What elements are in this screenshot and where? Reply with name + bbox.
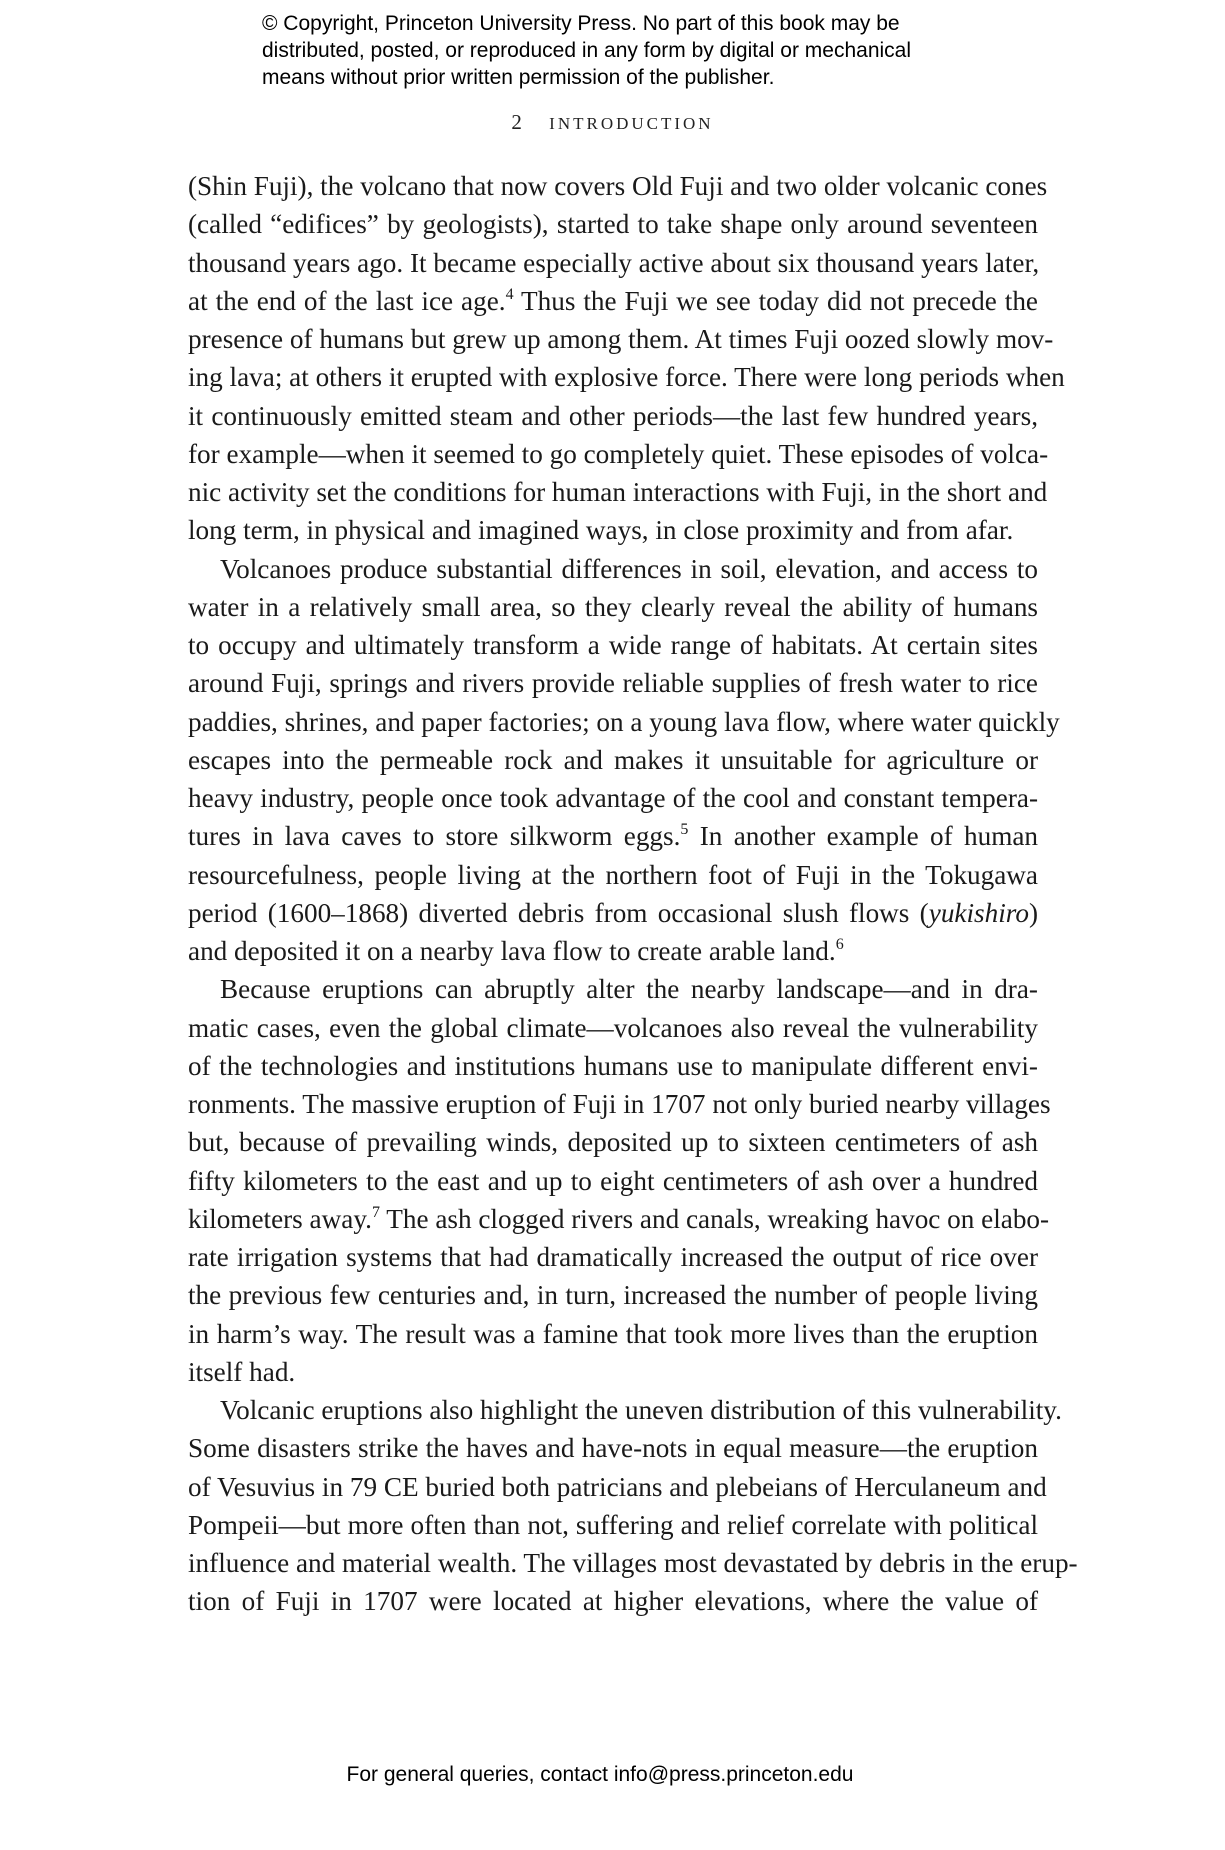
text-line: rate irrigation systems that had dramatically increased the output of rice over bbox=[188, 1242, 1038, 1272]
copyright-line: distributed, posted, or reproduced in any form by digital or mechanical bbox=[262, 39, 912, 62]
copyright-line: © Copyright, Princeton University Press. No part of this book may be bbox=[262, 12, 900, 35]
text-line: itself had. bbox=[188, 1356, 296, 1387]
running-head bbox=[0, 110, 1225, 135]
text-segment: kilometers away. bbox=[188, 1203, 372, 1234]
text-line: Volcanic eruptions also highlight the uneven distribution of this vulnerability. bbox=[220, 1395, 1062, 1425]
contact-footer: For general queries, contact info@press.princeton.edu bbox=[346, 1763, 854, 1786]
text-line: fifty kilometers to the east and up to eight centimeters of ash over a hundred bbox=[188, 1165, 1038, 1196]
text-segment: at the end of the last ice age. bbox=[188, 285, 506, 316]
text-line: thousand years ago. It became especially active about six thousand years later, bbox=[188, 247, 1040, 278]
text-line: but, because of prevailing winds, deposited up to sixteen centimeters of ash bbox=[188, 1127, 1038, 1158]
text-line: tion of Fuji in 1707 were located at higher elevations, where the value of bbox=[188, 1586, 1038, 1617]
text-line: it continuously emitted steam and other periods—the last few hundred years, bbox=[188, 400, 1038, 431]
footnote-ref: 5 bbox=[680, 821, 689, 839]
text-line: nic activity set the conditions for human interactions with Fuji, in the short and bbox=[188, 477, 1048, 507]
text-segment: tures in lava caves to store silkworm eggs. bbox=[188, 821, 681, 852]
text-line: resourcefulness, people living at the northern foot of Fuji in the Tokugawa bbox=[188, 859, 1038, 890]
text-line: water in a relatively small area, so they clearly reveal the ability of humans bbox=[188, 591, 1038, 622]
text-line: the previous few centuries and, in turn, increased the number of people living bbox=[188, 1280, 1038, 1311]
text-line: of the technologies and institutions humans use to manipulate different envi- bbox=[188, 1050, 1038, 1081]
text-line bbox=[188, 1200, 1050, 1238]
text-line bbox=[188, 817, 1038, 855]
text-line bbox=[188, 894, 1038, 932]
text-line: Some disasters strike the haves and have-nots in equal measure—the eruption bbox=[188, 1433, 1038, 1464]
running-title: INTRODUCTION bbox=[549, 114, 714, 133]
text-segment: period (1600–1868) diverted debris from occasional slush flows ( bbox=[188, 897, 929, 928]
page-number: 2 bbox=[511, 110, 522, 134]
text-line: ronments. The massive eruption of Fuji in 1707 not only buried nearby villages bbox=[188, 1089, 1051, 1119]
text-segment: The ash clogged rivers and canals, wreaking havoc on elabo- bbox=[386, 1203, 1050, 1234]
text-line bbox=[188, 282, 1038, 320]
text-line: (Shin Fuji), the volcano that now covers Old Fuji and two older volcanic cones bbox=[188, 171, 1048, 201]
text-line: to occupy and ultimately transform a wide range of habitats. At certain sites bbox=[188, 630, 1038, 660]
footnote-ref: 6 bbox=[835, 936, 844, 953]
text-segment: In another example of human bbox=[699, 821, 1039, 852]
text-line: Because eruptions can abruptly alter the nearby landscape—and in dra- bbox=[220, 974, 1038, 1005]
footnote-ref: 4 bbox=[505, 285, 514, 303]
text-line: Volcanoes produce substantial differences in soil, elevation, and access to bbox=[220, 553, 1038, 584]
text-line: escapes into the permeable rock and makes it unsuitable for agriculture or bbox=[188, 744, 1038, 775]
text-line: for example—when it seemed to go completely quiet. These episodes of volca- bbox=[188, 438, 1049, 469]
text-line: long term, in physical and imagined ways, in close proximity and from afar. bbox=[188, 515, 1014, 546]
italic-term: yukishiro bbox=[928, 897, 1029, 928]
text-line: Pompeii—but more often than not, suffering and relief correlate with political bbox=[188, 1509, 1038, 1540]
text-segment: ) bbox=[1028, 897, 1038, 928]
text-line: (called “edifices” by geologists), started to take shape only around seventeen bbox=[188, 209, 1038, 240]
text-line bbox=[188, 932, 1038, 970]
text-line: influence and material wealth. The villages most devastated by debris in the erup- bbox=[188, 1548, 1078, 1578]
text-line: paddies, shrines, and paper factories; on a young lava flow, where water quickly bbox=[188, 706, 1060, 737]
text-line: presence of humans but grew up among them. At times Fuji oozed slowly mov- bbox=[188, 324, 1054, 354]
copyright-notice bbox=[262, 10, 982, 91]
text-line: heavy industry, people once took advantage of the cool and constant tempera- bbox=[188, 783, 1038, 813]
text-line: matic cases, even the global climate—volcanoes also reveal the vulnerability bbox=[188, 1012, 1038, 1043]
text-line: ing lava; at others it erupted with explosive force. There were long periods when bbox=[188, 362, 1065, 393]
text-segment: and deposited it on a nearby lava flow to create arable land. bbox=[188, 936, 836, 966]
text-line: of Vesuvius in 79 CE buried both patricians and plebeians of Herculaneum and bbox=[188, 1471, 1047, 1502]
body-text bbox=[188, 167, 1078, 1621]
text-segment: Thus the Fuji we see today did not precede the bbox=[521, 285, 1039, 316]
text-line: in harm’s way. The result was a famine that took more lives than the eruption bbox=[188, 1318, 1038, 1349]
copyright-line: means without prior written permission of the publisher. bbox=[262, 66, 775, 89]
footnote-ref: 7 bbox=[371, 1203, 380, 1221]
text-line: around Fuji, springs and rivers provide reliable supplies of fresh water to rice bbox=[188, 668, 1038, 699]
